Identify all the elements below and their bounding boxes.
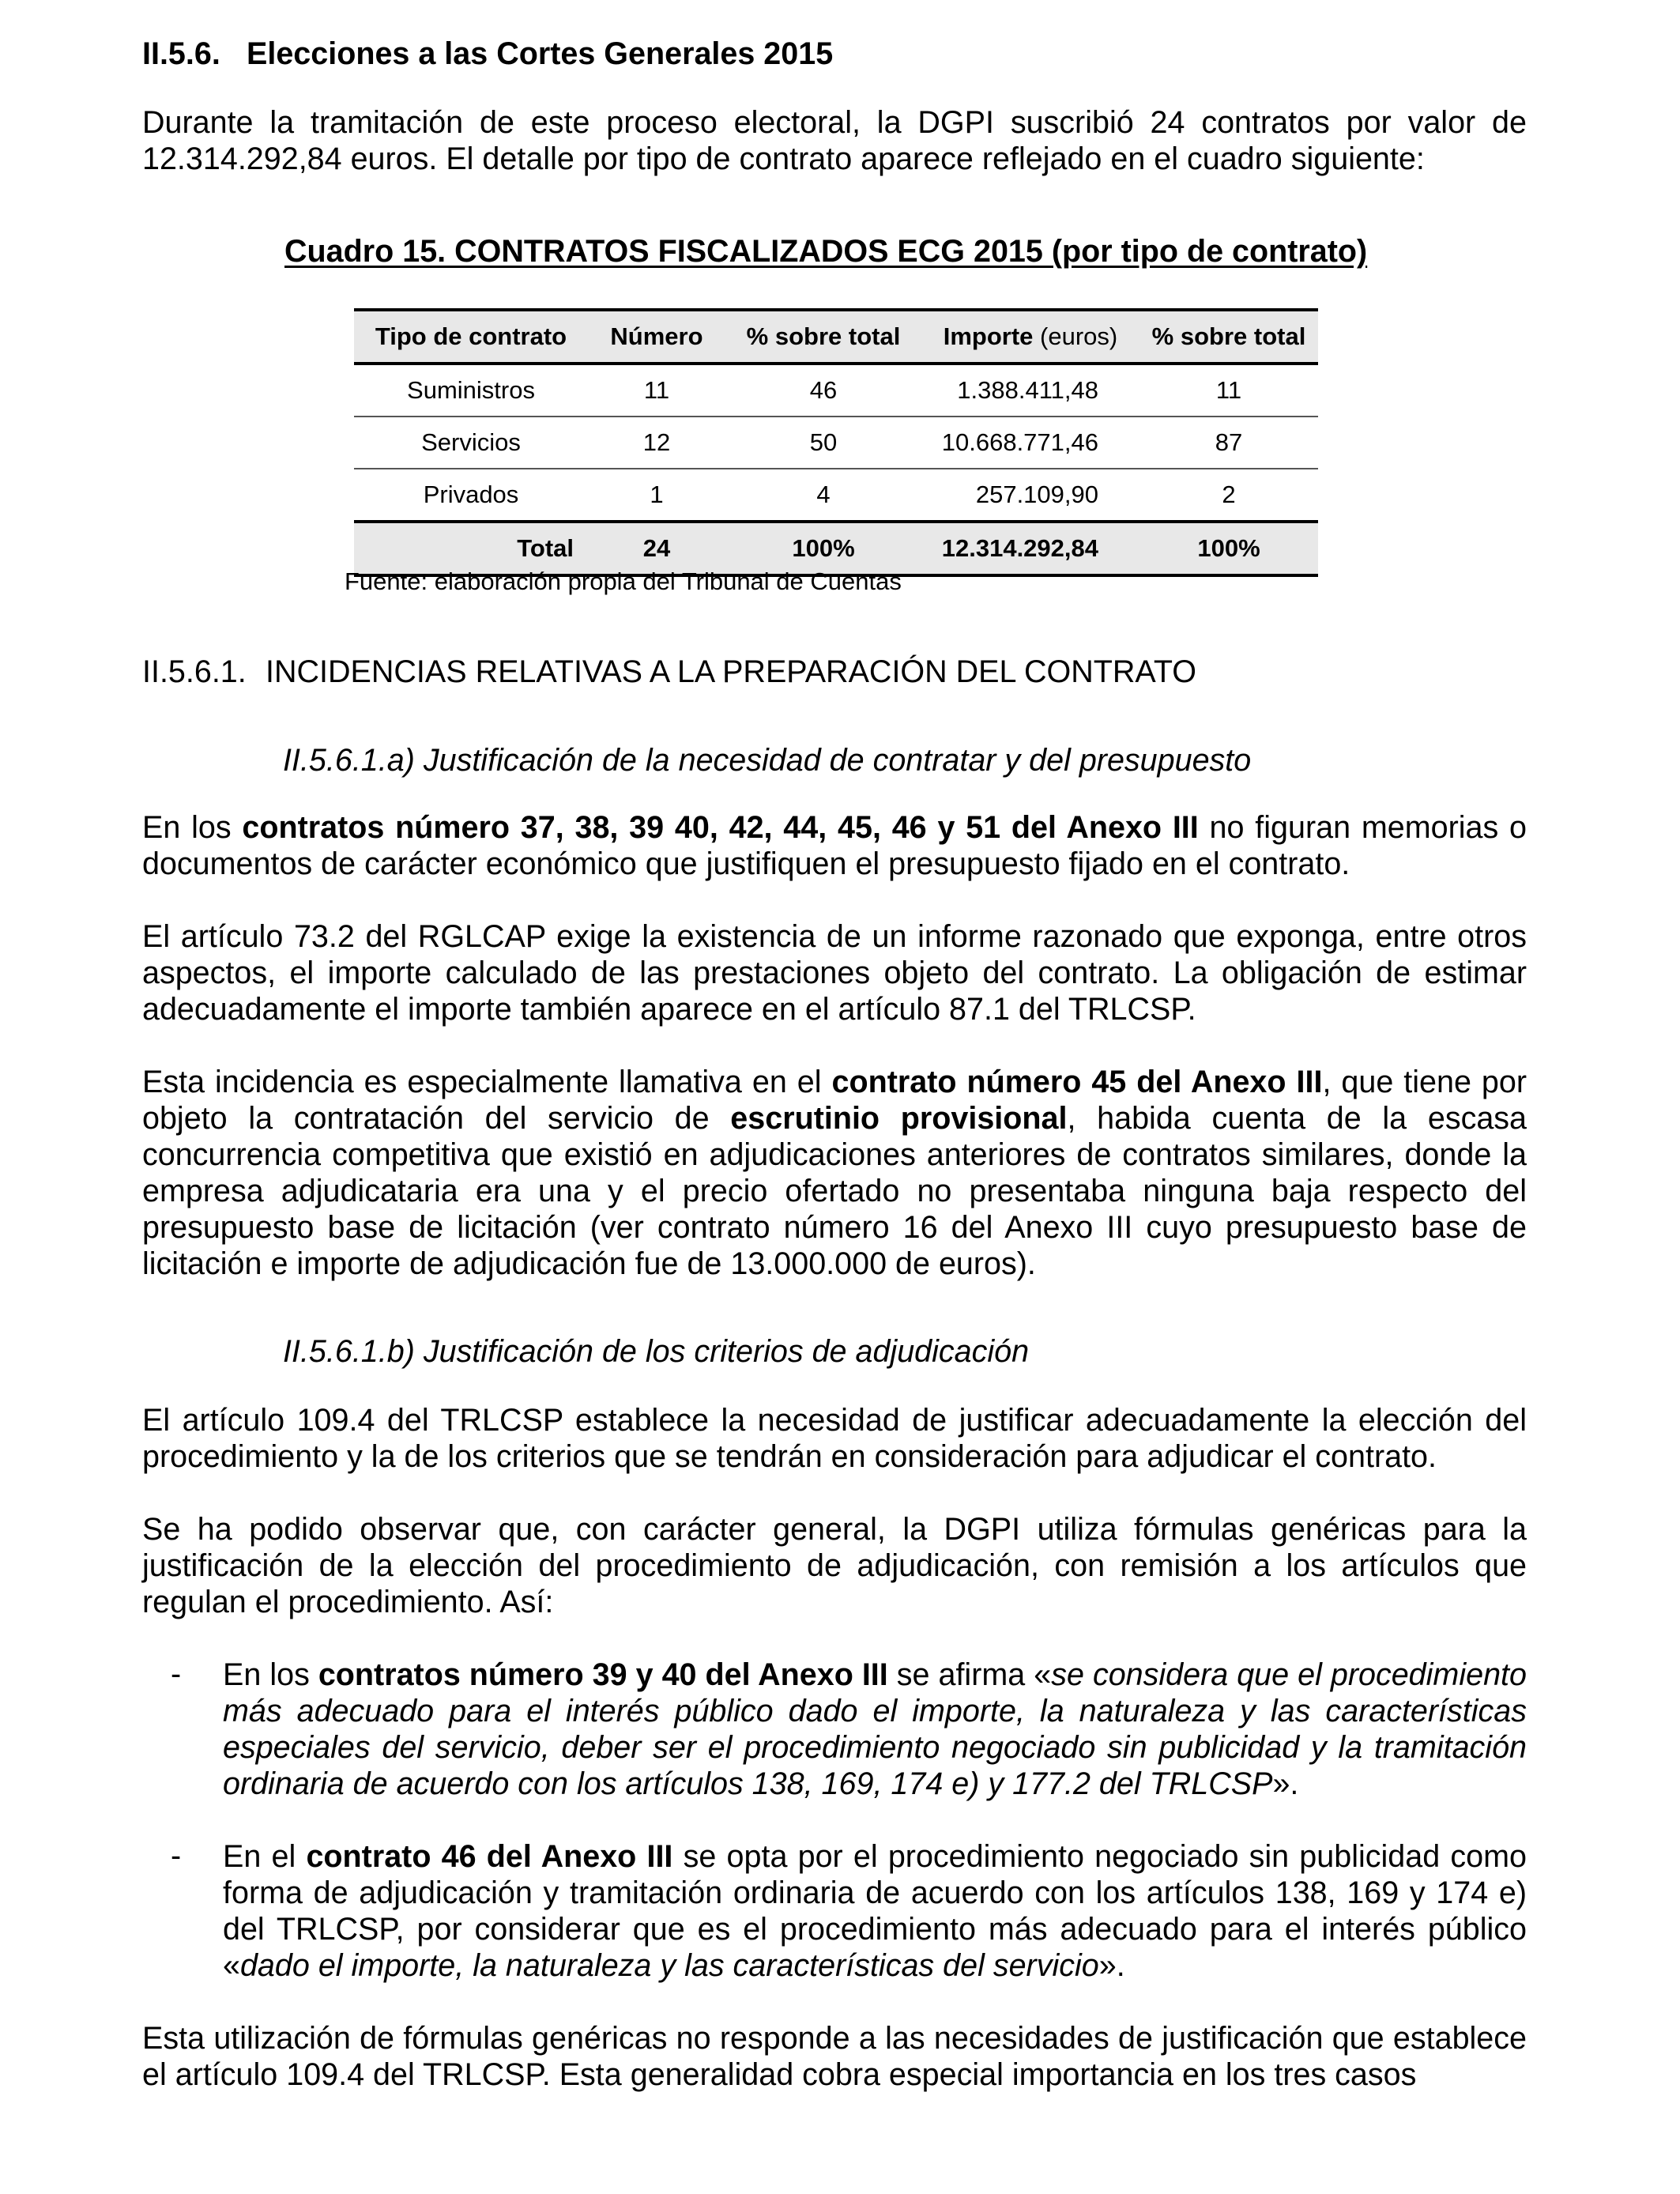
cell-numero: 11: [588, 364, 725, 417]
header-tipo: Tipo de contrato: [375, 322, 567, 350]
text: ».: [1272, 1766, 1299, 1801]
text: no figuran memorias o documentos de carácter económico que justifiquen el presupuesto fijado en el contrato.: [142, 810, 1527, 881]
table-title: Cuadro 15. CONTRATOS FISCALIZADOS ECG 2015 (por tipo de contrato): [284, 234, 1368, 269]
cell-numero: 12: [588, 417, 725, 469]
text: En los: [142, 810, 243, 845]
header-importe: [921, 310, 1139, 364]
subsection-a-title: II.5.6.1.a) Justificación de la necesidad de contratar y del presupuesto: [283, 743, 1252, 778]
subsection-b-title: II.5.6.1.b) Justificación de los criterios de adjudicación: [283, 1334, 1030, 1369]
bold-text: contratos número 37, 38, 39 40, 42, 44, 45, 46 y 51 del Anexo III: [242, 810, 1199, 845]
bullet-item-2: [223, 1838, 1527, 1984]
section-heading: [142, 36, 833, 72]
text: En los: [223, 1657, 318, 1692]
header-numero: Número: [610, 322, 703, 350]
contracts-table: [354, 308, 1318, 577]
table-row: [354, 469, 1318, 522]
cell-tipo: Suministros: [354, 364, 588, 417]
bold-text: escrutinio provisional: [730, 1101, 1068, 1136]
text: Esta incidencia es especialmente llamativa en el: [142, 1065, 832, 1099]
cell-tipo: Servicios: [354, 417, 588, 469]
cell-importe: 257.109,90: [975, 481, 1098, 508]
cell-pct2: 87: [1139, 417, 1318, 469]
header-importe-label: Importe: [943, 322, 1034, 350]
text: En el: [223, 1839, 307, 1874]
text: se afirma «: [887, 1657, 1052, 1692]
paragraph-b2: Se ha podido observar que, con carácter general, la DGPI utiliza fórmulas genéricas para la justificación de la elección del procedimiento de adjudicación, con remisión a los artículos que regulan el procedimiento. Así:: [142, 1512, 1527, 1619]
table-row: [354, 364, 1318, 417]
table-header-row: [354, 310, 1318, 364]
cell-numero: 1: [650, 481, 664, 508]
bold-text: contratos número 39 y 40 del Anexo III: [318, 1657, 888, 1692]
cell-pct1: 46: [725, 364, 921, 417]
section-number: II.5.6.: [142, 36, 220, 71]
cell-pct2: 2: [1222, 481, 1236, 508]
bullet-item-1: [223, 1657, 1527, 1802]
bold-text: contrato número 45 del Anexo III: [831, 1065, 1323, 1099]
section-title: Elecciones a las Cortes Generales 2015: [247, 36, 834, 71]
bullet-dash: -: [171, 1838, 182, 1873]
subsection-number: II.5.6.1.: [142, 654, 247, 689]
cell-importe: 1.388.411,48: [921, 364, 1139, 417]
quoted-text: se considera que el procedimiento más adecuado para el interés público dado el importe, la naturaleza y las características especiales del servicio, deber ser el procedimiento negociado sin publicidad y la tramitación ordinaria de acuerdo con los artículos 138, 169, 174 e) y 177.2 del TRLCSP: [223, 1657, 1527, 1801]
cell-tipo: Privados: [423, 481, 519, 508]
text: ».: [1098, 1948, 1125, 1983]
text: , que tiene por objeto la contratación del servicio de: [142, 1065, 1527, 1136]
cell-importe: 10.668.771,46: [921, 417, 1139, 469]
table-row: [354, 417, 1318, 469]
table-source: Fuente: elaboración propia del Tribunal de Cuentas: [345, 567, 902, 595]
subsection-title: INCIDENCIAS RELATIVAS A LA PREPARACIÓN DEL CONTRATO: [266, 654, 1196, 689]
total-pct2: 100%: [1197, 534, 1260, 562]
text: , habida cuenta de la escasa concurrencia competitiva que existió en adjudicaciones anteriores de contratos similares, donde la empresa adjudicataria era una y el precio ofertado no presentaba ninguna baja respecto del presupuesto base de licitación (ver contrato número 16 del Anexo III cuyo presupuesto base de licitación e importe de adjudicación fue de 13.000.000 de euros).: [142, 1101, 1527, 1281]
paragraph-a3: [142, 1064, 1527, 1282]
paragraph-a2: El artículo 73.2 del RGLCAP exige la existencia de un informe razonado que exponga, entre otros aspectos, el importe calculado de las prestaciones objeto del contrato. La obligación de estimar adecuadamente el importe también aparece en el artículo 87.1 del TRLCSP.: [142, 919, 1527, 1027]
cell-pct2: 11: [1139, 364, 1318, 417]
header-pct1: % sobre total: [746, 322, 901, 350]
paragraph-b3: Esta utilización de fórmulas genéricas no responde a las necesidades de justificación que establece el artículo 109.4 del TRLCSP. Esta generalidad cobra especial importancia en los tres casos: [142, 2021, 1527, 2092]
intro-paragraph: Durante la tramitación de este proceso electoral, la DGPI suscribió 24 contratos por valor de 12.314.292,84 euros. El detalle por tipo de contrato aparece reflejado en el cuadro siguiente:: [142, 105, 1527, 176]
paragraph-a1: [142, 809, 1527, 882]
total-label: Total: [517, 534, 574, 562]
total-pct1: 100%: [792, 534, 855, 562]
header-pct2: % sobre total: [1151, 322, 1306, 350]
paragraph-b1: El artículo 109.4 del TRLCSP establece la necesidad de justificar adecuadamente la elección del procedimiento y la de los criterios que se tendrán en consideración para adjudicar el contrato.: [142, 1403, 1527, 1474]
total-importe: 12.314.292,84: [941, 534, 1098, 562]
total-numero: 24: [642, 534, 671, 562]
cell-pct1: 50: [725, 417, 921, 469]
header-importe-unit: (euros): [1040, 322, 1118, 350]
bold-text: contrato 46 del Anexo III: [306, 1839, 673, 1874]
text: se opta por el procedimiento negociado sin publicidad como forma de adjudicación y tramitación ordinaria de acuerdo con los artículos 138, 169 y 174 e) del TRLCSP, por considerar que es el procedimiento más adecuado para el interés público «: [223, 1839, 1527, 1983]
cell-pct1: 4: [816, 481, 831, 508]
quoted-text: dado el importe, la naturaleza y las características del servicio: [239, 1948, 1099, 1983]
bullet-dash: -: [171, 1657, 182, 1691]
subsection-heading: [142, 654, 1196, 690]
